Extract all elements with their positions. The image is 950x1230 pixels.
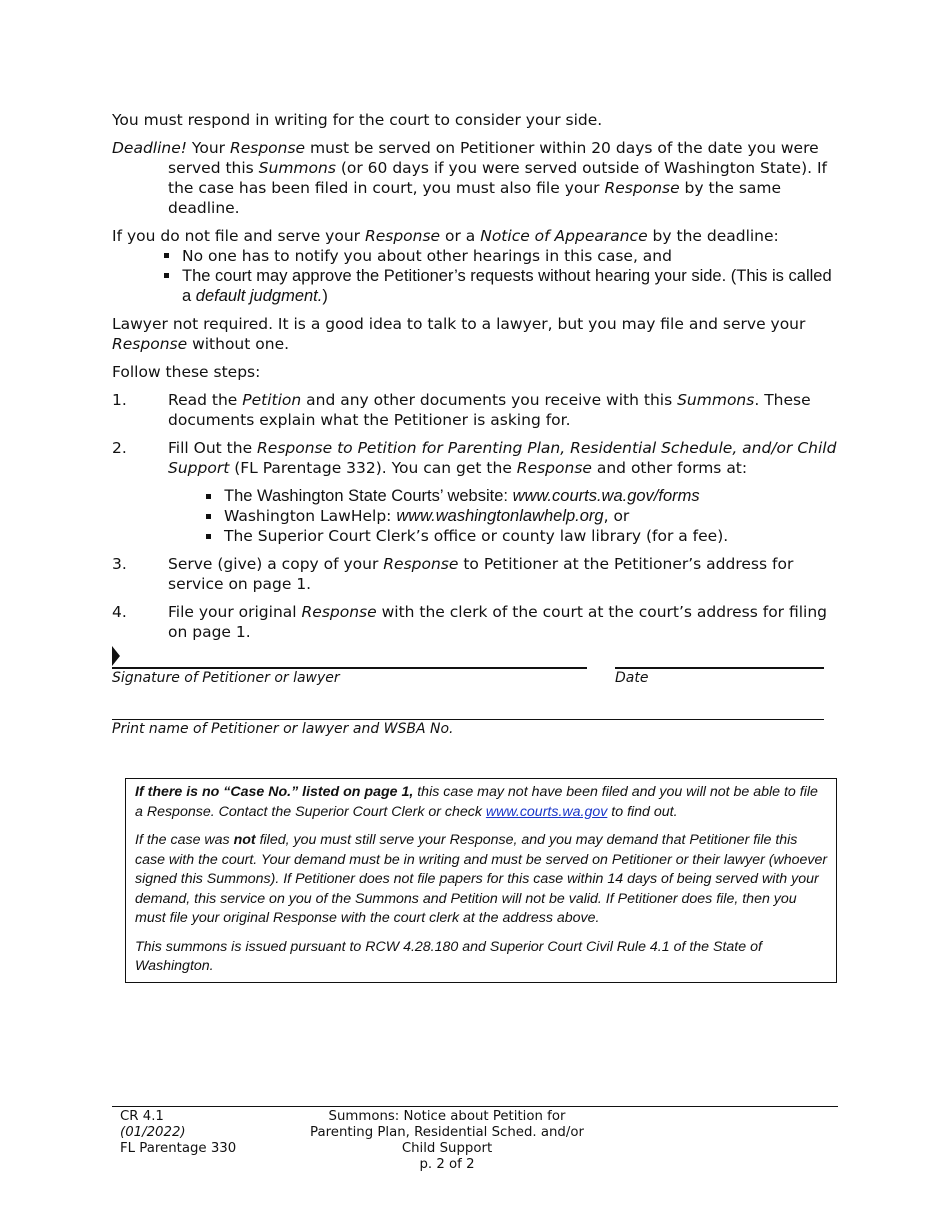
text: Your (187, 139, 230, 157)
term-response: Response (301, 603, 377, 621)
consequences-list (112, 246, 842, 306)
footer-title-line: Child Support (401, 1141, 493, 1156)
term-petition: Petition (242, 391, 302, 409)
text: to Petitioner at the Petitioner’s address for service on page 1. (168, 555, 794, 593)
step-number: 1. (112, 391, 127, 409)
text: . These documents explain what the Petitioner is asking for. (168, 391, 811, 429)
if-not-paragraph (112, 226, 842, 246)
list-item: No one has to notify you about other hearings in this case, and (164, 246, 842, 266)
text: The Washington State Courts’ website: (224, 487, 513, 505)
form-date: (01/2022) (120, 1125, 186, 1140)
step-number: 4. (112, 603, 127, 621)
steps-list (112, 390, 842, 642)
text: The court may approve the Petitioner’s requests without hearing your side. (This is called a (182, 267, 832, 305)
notice-paragraph (135, 831, 828, 929)
deadline-paragraph (112, 138, 842, 218)
text: by the deadline: (647, 227, 779, 245)
term-summons: Summons (677, 391, 755, 409)
notice-paragraph (135, 783, 828, 822)
step-4 (112, 602, 842, 642)
step-number: 3. (112, 555, 127, 573)
list-item (206, 506, 842, 526)
text: (FL Parentage 332). You can get the (229, 459, 517, 477)
text: Washington LawHelp: (224, 507, 397, 525)
text: File your original (168, 603, 302, 621)
text: and any other documents you receive with this (301, 391, 678, 409)
form-number: FL Parentage 330 (120, 1141, 237, 1156)
page-number: p. 2 of 2 (419, 1157, 475, 1172)
term-summons: Summons (258, 159, 336, 177)
text: this case may not have been filed and you will not be able to file a Response. Contact the Superior Court Clerk or check (135, 784, 818, 820)
text: must be served on Petitioner within 20 days of the date you were served this (168, 139, 819, 177)
term-default-judgment: default judgment. (195, 287, 323, 305)
document-body (112, 110, 842, 650)
step-number: 2. (112, 439, 127, 457)
list-item: The Superior Court Clerk’s office or county law library (for a fee). (206, 526, 842, 546)
text: Read the (168, 391, 243, 409)
text: to find out. (607, 803, 678, 820)
text: and other forms at: (591, 459, 748, 477)
text: If the case was (135, 832, 234, 848)
text: Lawyer not required. It is a good idea to talk to a lawyer, but you may file and serve your (112, 315, 806, 333)
text: by the same deadline. (168, 179, 782, 217)
list-item (164, 266, 842, 306)
intro-text: You must respond in writing for the court to consider your side. (112, 111, 603, 129)
signature-line[interactable] (112, 667, 587, 669)
step-1 (112, 390, 842, 430)
lawyer-paragraph (112, 314, 842, 354)
list-item (206, 486, 842, 506)
term-response: Response (516, 459, 592, 477)
text: ) (322, 287, 328, 305)
sign-here-arrow-icon (112, 646, 120, 666)
text: If you do not file and serve your (112, 227, 365, 245)
page-footer (112, 1106, 838, 1172)
courts-website-link[interactable]: www.courts.wa.gov (485, 803, 608, 820)
text: with the clerk of the court at the court’s address for filing on page 1. (168, 603, 828, 641)
text: Serve (give) a copy of your (168, 555, 384, 573)
notice-emphasis: not (233, 832, 256, 848)
text: filed, you must still serve your Response, and you may demand that Petitioner file this case with the court. Your demand must be in writing and must be served on Petitioner or their lawyer (whoever signed this Summons). If Petitioner does not file papers for this case within 14 days of being served with your demand, this service on you of the Summons and Petition will not be valid. If Petitioner does file, then you must file your original Response with the court clerk at the address above. (135, 832, 828, 926)
steps-heading: Follow these steps: (112, 363, 261, 381)
notice-box (125, 778, 837, 983)
print-name-line[interactable] (112, 719, 824, 720)
date-line[interactable] (615, 667, 824, 669)
notice-paragraph: This summons is issued pursuant to RCW 4.28.180 and Superior Court Civil Rule 4.1 of the State of Washington. (135, 938, 762, 974)
step-3 (112, 554, 842, 594)
footer-title-line: Parenting Plan, Residential Sched. and/or (310, 1125, 584, 1140)
notice-emphasis: If there is no “Case No.” listed on page 1, (135, 784, 414, 800)
deadline-label: Deadline! (112, 139, 187, 157)
form-sources-list (168, 486, 842, 546)
text: (or 60 days if you were served outside of Washington State). If the case has been filed in court, you must also file your (168, 159, 828, 197)
term-response: Response (112, 335, 188, 353)
text: without one. (187, 335, 290, 353)
term-response: Response (383, 555, 459, 573)
print-name-label: Print name of Petitioner or lawyer and WSBA No. (112, 721, 454, 737)
text: , or (603, 507, 630, 525)
date-label: Date (615, 670, 649, 686)
step-2 (112, 438, 842, 546)
footer-form-info (120, 1109, 236, 1157)
footer-title-line: Summons: Notice about Petition for (328, 1109, 566, 1124)
term-response-form: Response to Petition for Parenting Plan, Residential Schedule, and/or Child Support (168, 439, 837, 477)
signature-label: Signature of Petitioner or lawyer (112, 670, 340, 686)
courts-forms-url: www.courts.wa.gov/forms (512, 487, 700, 505)
term-response: Response (229, 139, 306, 157)
term-response: Response (604, 179, 680, 197)
term-response: Response (364, 227, 441, 245)
text: Fill Out the (168, 439, 258, 457)
court-rule: CR 4.1 (120, 1109, 164, 1124)
text: or a (440, 227, 481, 245)
term-notice-of-appearance: Notice of Appearance (480, 227, 648, 245)
footer-title (302, 1109, 592, 1173)
signature-block (112, 646, 842, 746)
lawhelp-url: www.washingtonlawhelp.org (396, 507, 604, 525)
